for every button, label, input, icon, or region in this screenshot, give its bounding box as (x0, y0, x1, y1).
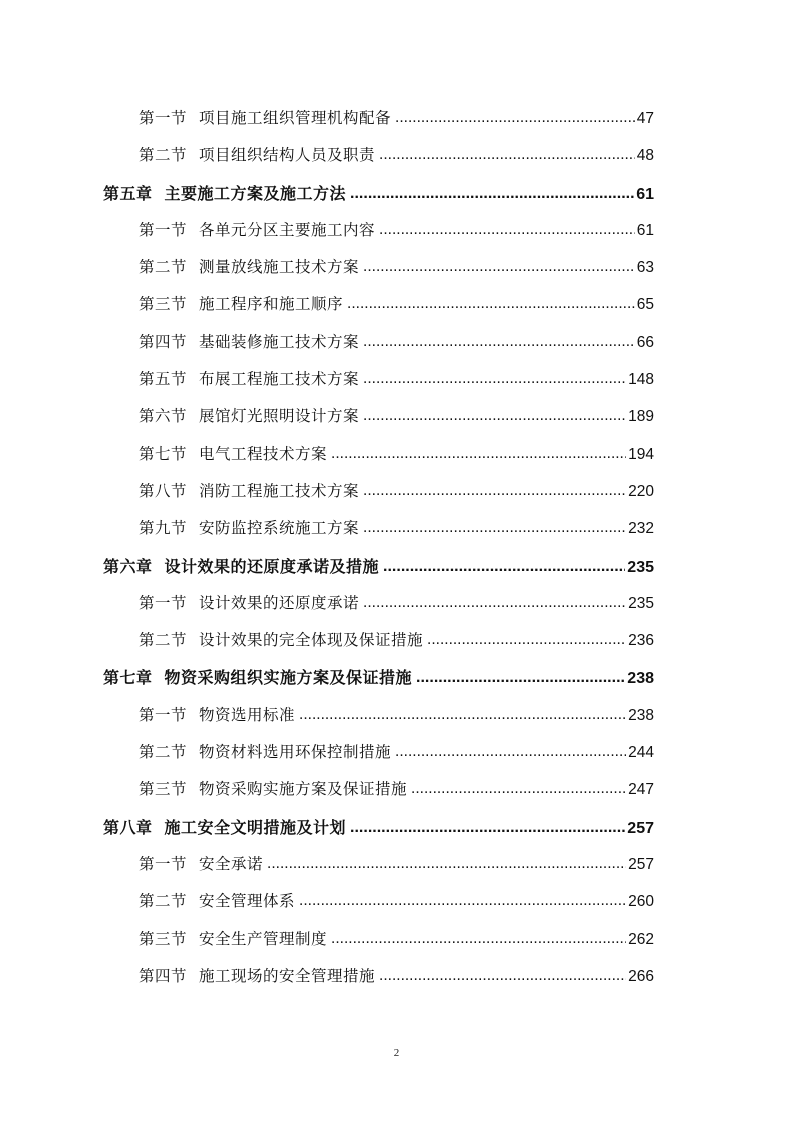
toc-section-entry[interactable] (0, 852, 793, 889)
toc-entry-page: 238 (627, 670, 654, 688)
toc-entry-title: 展馆灯光照明设计方案 (199, 407, 360, 426)
toc-entry-number: 第二节 (139, 146, 188, 165)
toc-entry-page: 220 (628, 482, 654, 500)
toc-section-entry[interactable] (0, 889, 793, 926)
toc-section-entry[interactable] (0, 404, 793, 441)
toc-dot-leader (379, 967, 626, 985)
toc-entry-number: 第八章 (103, 817, 153, 837)
toc-entry-page: 247 (628, 781, 654, 799)
toc-section-entry[interactable] (0, 777, 793, 814)
toc-entry-title: 物资材料选用环保控制措施 (199, 743, 392, 762)
toc-dot-leader (267, 855, 626, 873)
toc-dot-leader (427, 631, 626, 649)
toc-entry-page: 61 (636, 221, 654, 239)
toc-dot-leader (299, 706, 626, 724)
toc-entry-page: 189 (628, 408, 654, 426)
toc-dot-leader (411, 780, 626, 798)
toc-entry-page: 148 (628, 371, 654, 389)
toc-entry-number: 第三节 (139, 295, 188, 314)
toc-section-entry[interactable] (0, 367, 793, 404)
toc-section-entry[interactable] (0, 255, 793, 292)
toc-entry-page: 48 (636, 147, 654, 165)
toc-section-entry[interactable] (0, 516, 793, 553)
toc-entry-page: 236 (628, 632, 654, 650)
toc-section-entry[interactable] (0, 591, 793, 628)
toc-entry-title: 消防工程施工技术方案 (199, 481, 360, 500)
toc-dot-leader (363, 407, 626, 425)
toc-entry-number: 第七章 (103, 668, 153, 688)
toc-entry-page: 63 (636, 259, 654, 277)
toc-entry-title: 设计效果的还原度承诺 (199, 593, 360, 612)
toc-dot-leader (395, 743, 626, 761)
toc-chapter-entry[interactable] (0, 181, 793, 218)
toc-section-entry[interactable] (0, 740, 793, 777)
toc-entry-number: 第一节 (139, 593, 188, 612)
toc-dot-leader (416, 669, 625, 687)
toc-entry-title: 主要施工方案及施工方法 (164, 183, 347, 203)
toc-dot-leader (350, 819, 625, 837)
toc-entry-page: 235 (628, 594, 654, 612)
toc-entry-page: 257 (627, 819, 654, 837)
toc-entry-number: 第五节 (139, 370, 188, 389)
toc-entry-title: 安防监控系统施工方案 (199, 519, 360, 538)
toc-chapter-entry[interactable] (0, 815, 793, 852)
toc-chapter-entry[interactable] (0, 665, 793, 702)
toc-entry-page: 66 (636, 333, 654, 351)
toc-entry-title: 施工现场的安全管理措施 (199, 966, 376, 985)
toc-entry-number: 第一节 (139, 220, 188, 239)
toc-dot-leader (379, 146, 635, 164)
toc-dot-leader (347, 295, 635, 313)
toc-entry-page: 266 (628, 967, 654, 985)
toc-section-entry[interactable] (0, 218, 793, 255)
toc-section-entry[interactable] (0, 703, 793, 740)
toc-entry-page: 235 (627, 558, 654, 576)
toc-entry-number: 第七节 (139, 444, 188, 463)
toc-dot-leader (383, 558, 625, 576)
toc-entry-page: 262 (628, 930, 654, 948)
toc-dot-leader (299, 892, 626, 910)
toc-dot-leader (379, 221, 635, 239)
toc-entry-page: 232 (628, 520, 654, 538)
toc-entry-title: 设计效果的还原度承诺及措施 (164, 556, 380, 576)
toc-section-entry[interactable] (0, 964, 793, 1001)
toc-entry-title: 物资采购实施方案及保证措施 (199, 780, 408, 799)
toc-section-entry[interactable] (0, 442, 793, 479)
toc-dot-leader (395, 109, 635, 127)
toc-entry-title: 安全生产管理制度 (199, 929, 328, 948)
toc-entry-title: 物资采购组织实施方案及保证措施 (164, 668, 413, 688)
toc-section-entry[interactable] (0, 106, 793, 143)
toc-entry-number: 第一节 (139, 109, 188, 127)
toc-entry-number: 第八节 (139, 481, 188, 500)
toc-dot-leader (331, 930, 626, 948)
table-of-contents (0, 106, 793, 1001)
toc-entry-page: 238 (628, 706, 654, 724)
toc-entry-title: 项目施工组织管理机构配备 (199, 109, 392, 127)
toc-entry-title: 测量放线施工技术方案 (199, 258, 360, 277)
toc-dot-leader (363, 370, 626, 388)
toc-entry-page: 65 (636, 296, 654, 314)
toc-entry-page: 47 (636, 110, 654, 127)
toc-entry-title: 各单元分区主要施工内容 (199, 220, 376, 239)
toc-entry-title: 安全管理体系 (199, 892, 296, 911)
toc-entry-number: 第四节 (139, 966, 188, 985)
toc-dot-leader (363, 519, 626, 537)
toc-entry-title: 基础装修施工技术方案 (199, 332, 360, 351)
toc-entry-number: 第二节 (139, 258, 188, 277)
toc-entry-number: 第二节 (139, 892, 188, 911)
toc-dot-leader (363, 482, 626, 500)
toc-entry-page: 194 (628, 445, 654, 463)
toc-entry-title: 施工程序和施工顺序 (199, 295, 344, 314)
toc-entry-number: 第五章 (103, 183, 153, 203)
toc-dot-leader (363, 594, 626, 612)
toc-entry-page: 244 (628, 744, 654, 762)
toc-entry-number: 第二节 (139, 743, 188, 762)
toc-entry-number: 第四节 (139, 332, 188, 351)
toc-entry-title: 布展工程施工技术方案 (199, 370, 360, 389)
toc-section-entry[interactable] (0, 927, 793, 964)
toc-entry-number: 第六节 (139, 407, 188, 426)
toc-section-entry[interactable] (0, 479, 793, 516)
toc-entry-title: 项目组织结构人员及职责 (199, 146, 376, 165)
toc-dot-leader (363, 258, 635, 276)
toc-entry-number: 第三节 (139, 929, 188, 948)
toc-entry-title: 施工安全文明措施及计划 (164, 817, 347, 837)
toc-entry-title: 设计效果的完全体现及保证措施 (199, 631, 424, 650)
toc-chapter-entry[interactable] (0, 554, 793, 591)
toc-dot-leader (363, 333, 635, 351)
toc-entry-number: 第三节 (139, 780, 188, 799)
toc-section-entry[interactable] (0, 330, 793, 367)
toc-section-entry[interactable] (0, 628, 793, 665)
toc-entry-number: 第九节 (139, 519, 188, 538)
toc-section-entry[interactable] (0, 143, 793, 180)
toc-dot-leader (331, 445, 626, 463)
toc-entry-title: 物资选用标准 (199, 705, 296, 724)
toc-entry-number: 第一节 (139, 854, 188, 873)
toc-entry-title: 电气工程技术方案 (199, 444, 328, 463)
toc-entry-number: 第二节 (139, 631, 188, 650)
toc-entry-number: 第六章 (103, 556, 153, 576)
toc-entry-page: 260 (628, 893, 654, 911)
page-number: 2 (393, 1047, 400, 1059)
toc-entry-number: 第一节 (139, 705, 188, 724)
toc-entry-page: 257 (628, 855, 654, 873)
toc-entry-page: 61 (636, 185, 654, 203)
toc-entry-title: 安全承诺 (199, 854, 264, 873)
toc-section-entry[interactable] (0, 292, 793, 329)
toc-dot-leader (350, 185, 634, 203)
